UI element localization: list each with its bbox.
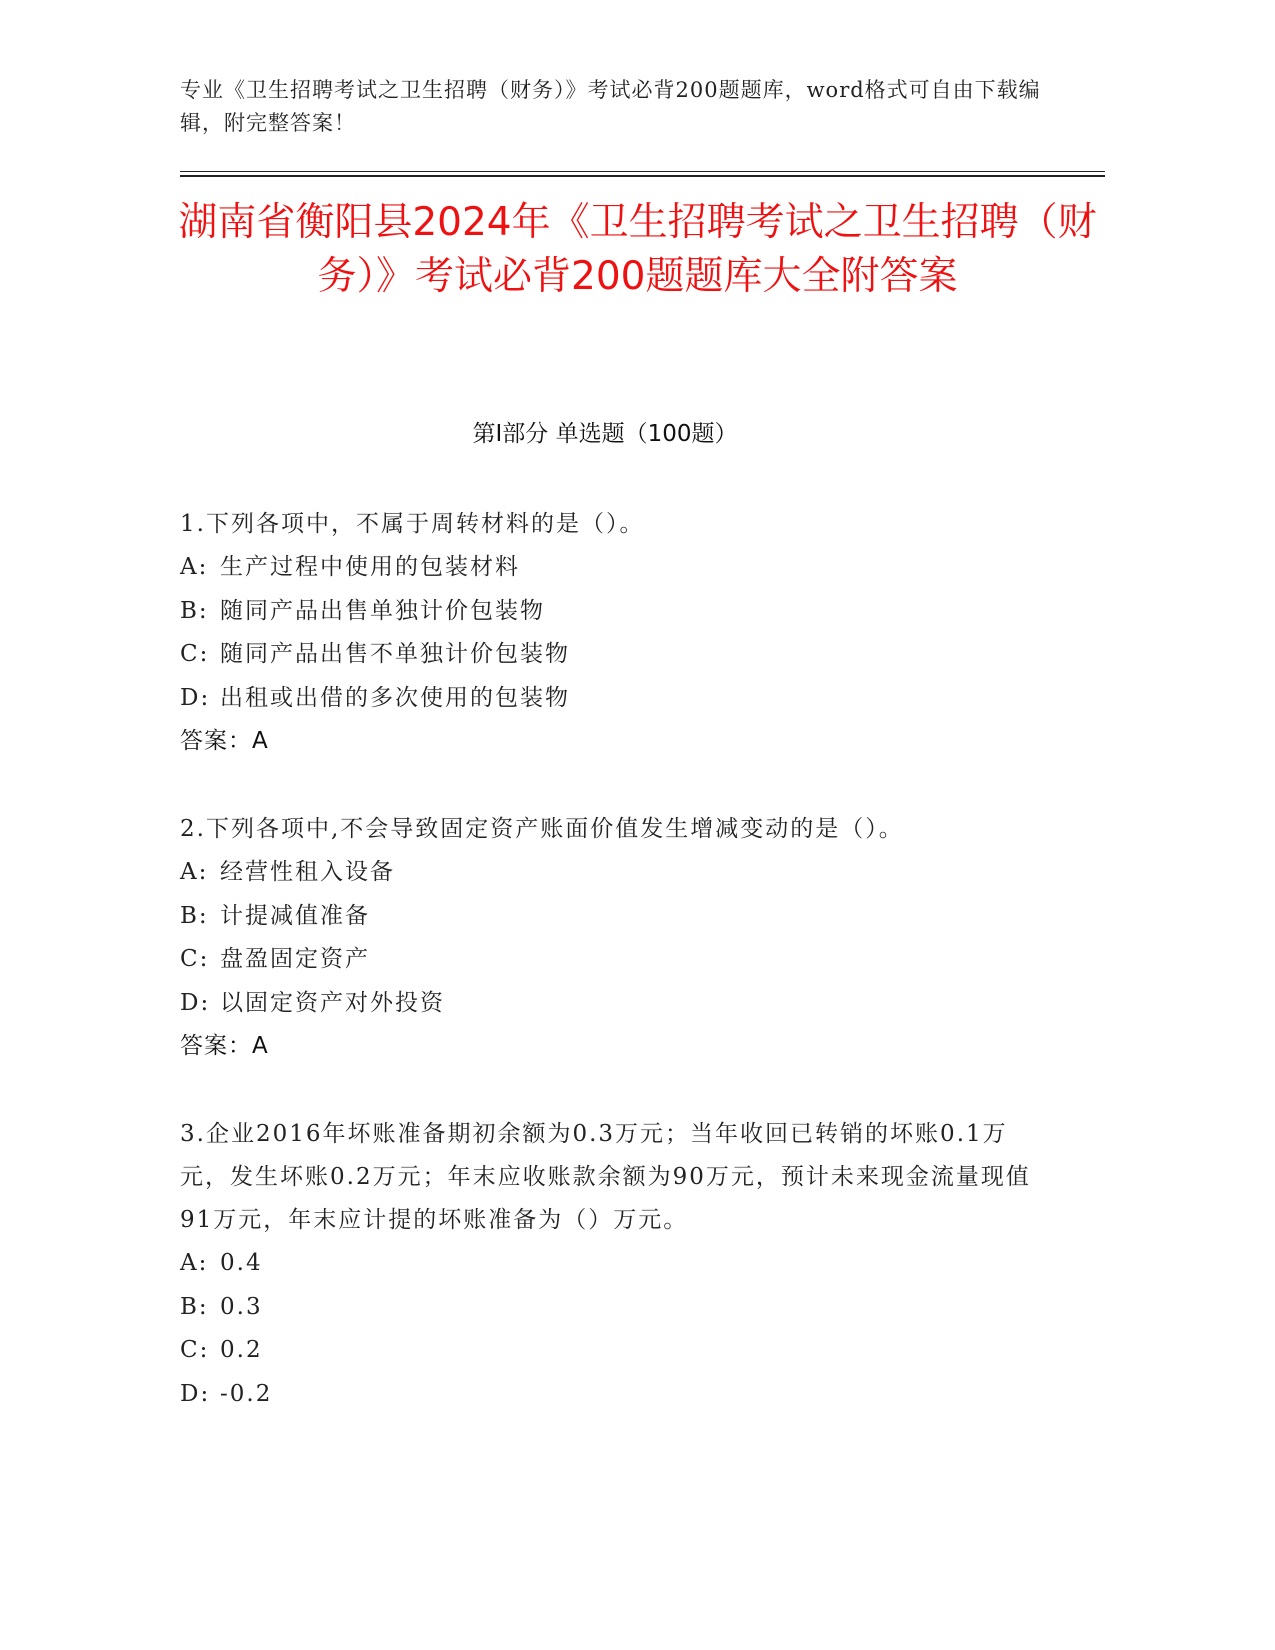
option-letter: D: [180, 989, 211, 1016]
option-letter: B: [180, 1293, 209, 1320]
option-a [180, 1242, 1040, 1286]
question-3 [180, 1113, 1040, 1416]
option-c [180, 938, 1040, 982]
question-stem: 3.企业2016年坏账准备期初余额为0.3万元；当年收回已转销的坏账0.1万元，发生坏账0.2万元；年末应收账款余额为90万元，预计未来现金流量现值91万元，年末应计提的坏账准备为（）万元。 [180, 1121, 1031, 1233]
option-letter: A: [180, 1250, 209, 1276]
option-letter: C: [180, 1337, 210, 1363]
question-2 [180, 808, 1040, 1068]
header-divider-thick [180, 175, 1105, 177]
option-d [180, 1373, 1040, 1417]
option-text: 盘盈固定资产 [220, 946, 370, 972]
option-letter: A: [180, 859, 209, 885]
section-title: 第Ⅰ部分 单选题（100题） [472, 421, 738, 447]
option-b [180, 1286, 1040, 1330]
option-text: 出租或出借的多次使用的包装物 [220, 684, 570, 711]
option-text: 0.2 [220, 1337, 263, 1363]
question-1 [180, 503, 1040, 763]
option-letter: A: [180, 554, 209, 580]
header-divider-thin [180, 171, 1105, 172]
option-a [180, 546, 1040, 590]
option-c [180, 1329, 1040, 1373]
header-note: 专业《卫生招聘考试之卫生招聘（财务）》考试必背200题题库，word格式可自由下载编辑，附完整答案！ [180, 78, 1041, 135]
option-text: 0.3 [220, 1293, 263, 1320]
option-text: 随同产品出售单独计价包装物 [220, 597, 545, 624]
option-text: 0.4 [220, 1250, 263, 1276]
option-text: 计提减值准备 [220, 902, 370, 929]
option-letter: B: [180, 597, 209, 624]
option-text: -0.2 [220, 1380, 273, 1407]
option-text: 随同产品出售不单独计价包装物 [220, 641, 570, 667]
question-stem: 1.下列各项中，不属于周转材料的是（）。 [180, 511, 645, 537]
option-letter: B: [180, 902, 209, 929]
answer-line: 答案：A [180, 1033, 269, 1059]
option-letter: C: [180, 946, 210, 972]
option-letter: D: [180, 1380, 211, 1407]
option-d [180, 982, 1040, 1026]
option-text: 生产过程中使用的包装材料 [220, 554, 520, 580]
option-b [180, 895, 1040, 939]
option-text: 经营性租入设备 [220, 859, 395, 885]
option-text: 以固定资产对外投资 [220, 989, 445, 1016]
option-b [180, 590, 1040, 634]
option-letter: C: [180, 641, 210, 667]
option-a [180, 851, 1040, 895]
answer-line: 答案：A [180, 728, 269, 754]
option-letter: D: [180, 684, 211, 711]
question-stem: 2.下列各项中,不会导致固定资产账面价值发生增减变动的是（）。 [180, 816, 904, 842]
option-c [180, 633, 1040, 677]
option-d [180, 677, 1040, 721]
document-title: 湖南省衡阳县2024年《卫生招聘考试之卫生招聘（财务）》考试必背200题题库大全附答案 [178, 200, 1097, 299]
